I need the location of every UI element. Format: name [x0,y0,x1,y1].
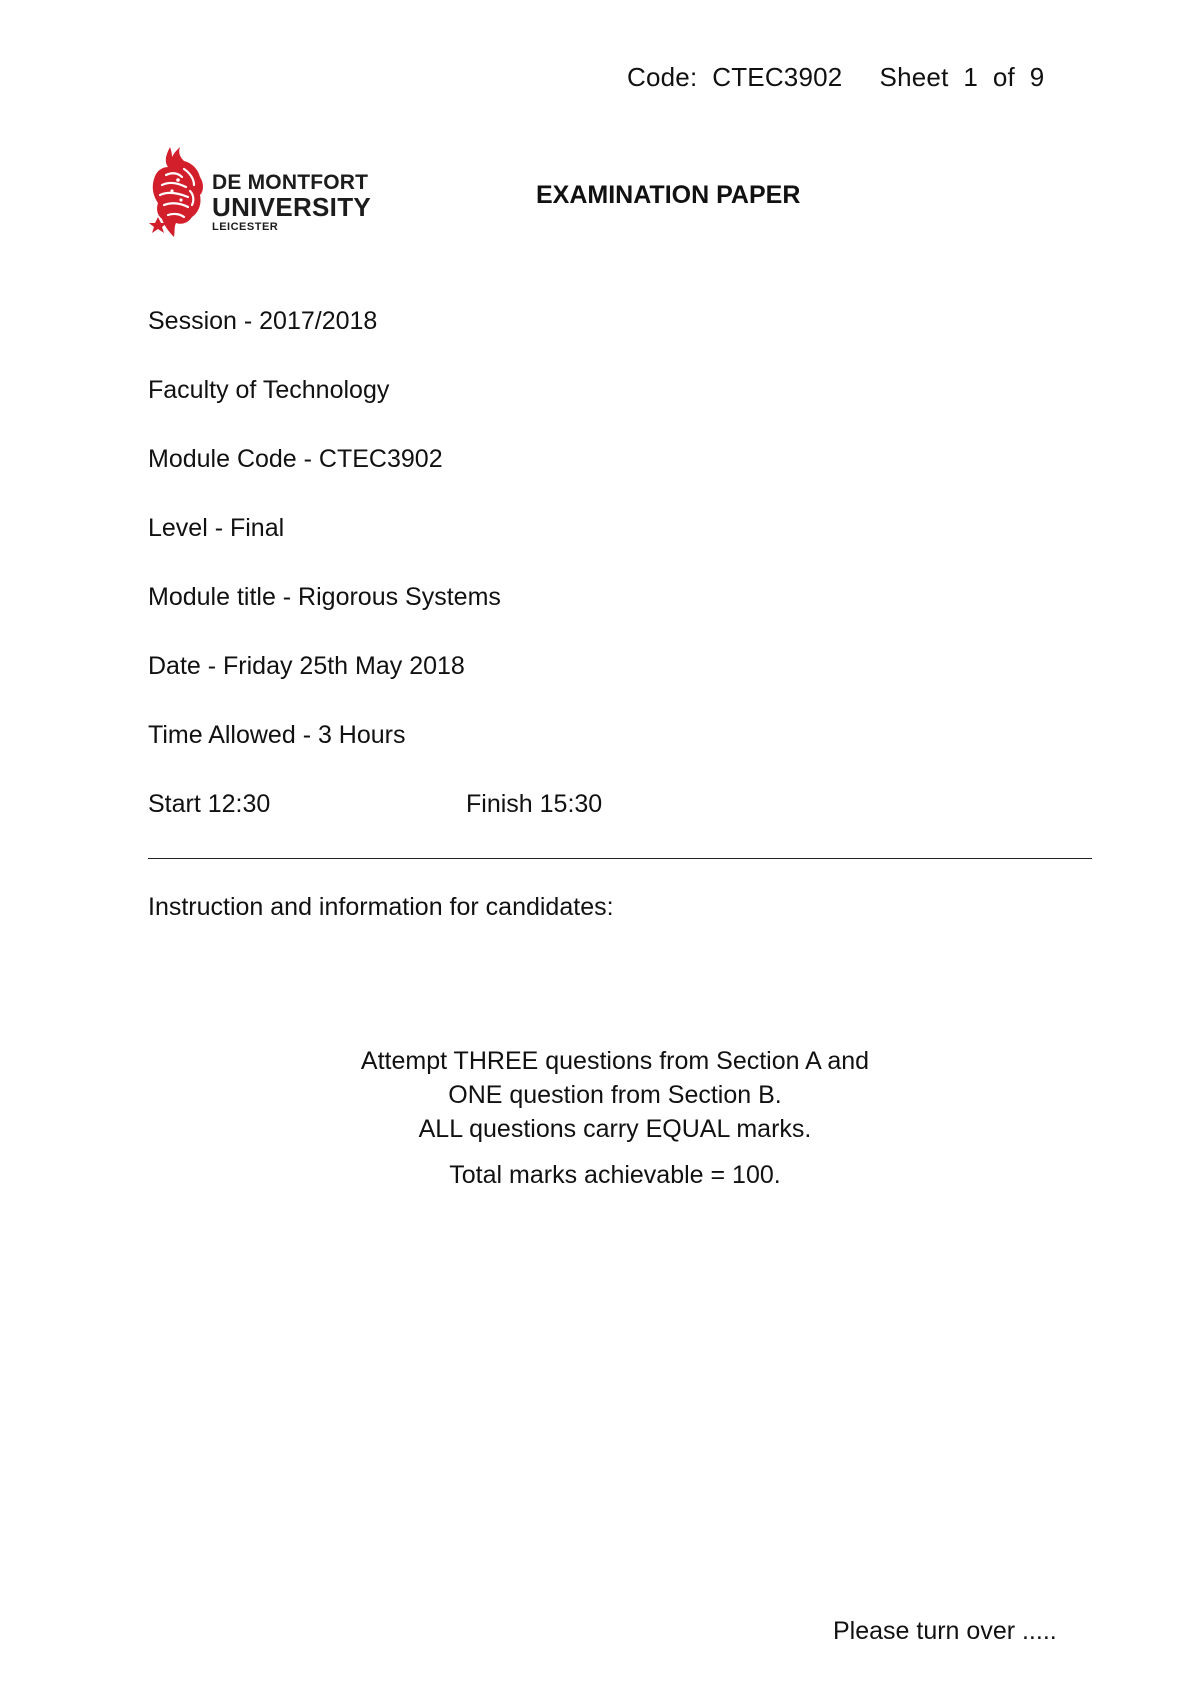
module-title-line: Module title - Rigorous Systems [148,583,501,611]
instruction-line: ONE question from Section B. [448,1081,782,1109]
time-allowed-line: Time Allowed - 3 Hours [148,721,406,749]
session-line: Session - 2017/2018 [148,307,378,335]
divider [148,858,1092,859]
lion-crest-icon [148,145,208,240]
date-line: Date - Friday 25th May 2018 [148,652,465,680]
exam-details [148,306,603,858]
instruction-line: Attempt THREE questions from Section A and [360,1047,870,1075]
instructions-block [0,1044,1200,1192]
page-title: EXAMINATION PAPER [536,181,801,209]
instructions-heading: Instruction and information for candidates: [148,893,614,921]
level-line: Level - Final [148,514,285,542]
module-code-line: Module Code - CTEC3902 [148,445,443,473]
logo-line-university: UNIVERSITY [212,192,372,222]
finish-time: Finish 15:30 [466,790,603,818]
logo-wordmark [212,172,371,233]
instruction-line: ALL questions carry EQUAL marks. [418,1115,812,1143]
logo-line-leicester: LEICESTER [212,221,279,233]
total-marks-line: Total marks achievable = 100. [449,1161,781,1189]
start-finish-row [148,789,603,858]
sheet-code-header: Code: CTEC3902 Sheet 1 of 9 [627,62,1045,92]
logo-line-de-montfort: DE MONTFORT [212,171,369,194]
turn-over-note: Please turn over ..... [833,1617,1057,1645]
start-time: Start 12:30 [148,790,271,818]
university-logo [148,145,373,240]
faculty-line: Faculty of Technology [148,376,390,404]
